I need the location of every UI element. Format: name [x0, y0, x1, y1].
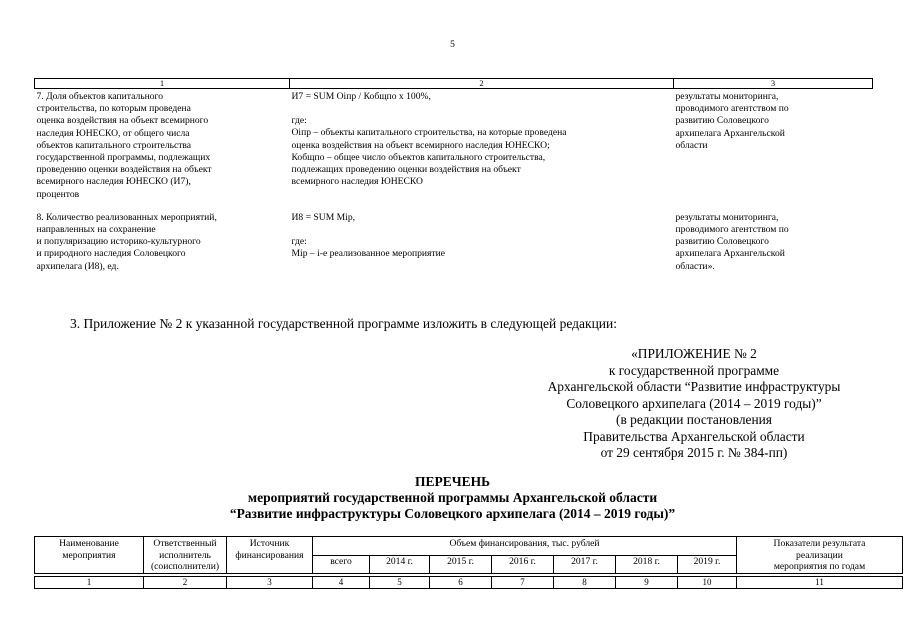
text-line: Кобщпо – общее число объектов капитального строительства, — [291, 151, 546, 163]
formula: И8 = SUM Мір, — [291, 211, 356, 223]
appendix-line: Архангельской области “Развитие инфраструктуры — [547, 379, 841, 394]
text-line: оценка воздействия на объект всемирного наследия ЮНЕСКО; — [291, 139, 550, 151]
funding-2014: 2014 г. — [370, 555, 430, 573]
indicators-table — [34, 78, 873, 273]
text-line: всемирного наследия ЮНЕСКО (И7), — [36, 176, 191, 188]
text-line: наследия ЮНЕСКО, от общего числа — [36, 127, 190, 139]
header-line: Показатели результата — [773, 538, 866, 549]
text-line: области». — [675, 260, 715, 272]
column-numbers-row — [35, 576, 903, 588]
col-number: 4 — [313, 576, 370, 588]
where-label: где: — [291, 115, 307, 127]
text-line: процентов — [36, 188, 80, 200]
funding-2019: 2019 г. — [678, 555, 737, 573]
col-number: 6 — [430, 576, 492, 588]
indicator-formula — [290, 210, 674, 273]
header-line: (соисполнители) — [150, 561, 220, 572]
header-results — [737, 537, 903, 574]
appendix-heading — [500, 346, 888, 462]
text-line: развитию Соловецкого — [675, 115, 769, 127]
title-line: “Развитие инфраструктуры Соловецкого архипелага (2014 – 2019 годы)” — [229, 506, 676, 521]
header-col-3: 3 — [674, 79, 873, 89]
appendix-line: Правительства Архангельской области — [583, 428, 805, 444]
funding-total: всего — [313, 555, 370, 573]
indicator-formula — [290, 89, 674, 210]
header-line: Источник — [249, 538, 290, 549]
col-number: 8 — [554, 576, 616, 588]
paragraph-3: 3. Приложение № 2 к указанной государственной программе изложить в следующей редакции: — [70, 316, 617, 331]
funding-2015: 2015 г. — [430, 555, 492, 573]
header-line: мероприятия — [62, 549, 116, 561]
indicator-row-7 — [35, 89, 873, 210]
funding-2018: 2018 г. — [616, 555, 678, 573]
col-number: 7 — [492, 576, 554, 588]
text-line: проводимого агентством по — [675, 103, 789, 115]
header-col-2: 2 — [290, 79, 674, 89]
indicators-header-row — [35, 79, 873, 89]
header-line: исполнитель — [159, 549, 211, 561]
appendix-line: к государственной программе — [608, 362, 780, 378]
text-line: результаты мониторинга, — [675, 211, 779, 223]
text-line: подлежащих проведению оценки воздействия на объект — [291, 164, 521, 176]
col-number: 9 — [616, 576, 678, 588]
text-line: архипелага Архангельской — [675, 248, 785, 260]
appendix-line: от 29 сентября 2015 г. № 384-пп) — [600, 445, 788, 460]
col-number: 5 — [370, 576, 430, 588]
indicator-source — [674, 89, 873, 210]
text-line: оценка воздействия на объект всемирного — [36, 115, 209, 127]
funding-2017: 2017 г. — [554, 555, 616, 573]
text-line: проведению оценки воздействия на объект — [36, 164, 212, 176]
text-line: развитию Соловецкого — [675, 236, 769, 248]
indicator-row-8 — [35, 210, 873, 273]
col-number: 1 — [35, 576, 144, 588]
header-line: мероприятия по годам — [773, 561, 866, 572]
header-col-1: 1 — [35, 79, 290, 89]
title-line: ПЕРЕЧЕНЬ — [414, 474, 491, 489]
col-number: 10 — [678, 576, 737, 588]
appendix-line: (в редакции постановления — [616, 412, 772, 427]
header-line: финансирования — [235, 549, 304, 561]
header-source — [227, 537, 313, 574]
title-line: мероприятий государственной программы Архангельской области — [247, 490, 658, 505]
formula: И7 = SUM Оіпр / Кобщпо x 100%, — [291, 91, 431, 102]
text-line: и популяризацию историко-культурного — [36, 236, 201, 248]
indicator-name — [35, 210, 290, 273]
header-line: Ответственный — [153, 538, 217, 549]
measures-header-row — [35, 537, 903, 556]
appendix-line: Соловецкого архипелага (2014 – 2019 годы)” — [566, 395, 822, 411]
measures-table — [34, 536, 903, 589]
text-line: объектов капитального строительства — [36, 139, 192, 151]
text-line: строительства, по которым проведена — [36, 103, 191, 115]
text-line: 8. Количество реализованных мероприятий, — [36, 211, 217, 223]
text-line: 7. Доля объектов капитального — [36, 91, 164, 102]
indicator-source — [674, 210, 873, 273]
col-number: 3 — [227, 576, 313, 588]
text-line: и природного наследия Соловецкого — [36, 248, 186, 260]
header-line: реализации — [796, 549, 843, 561]
text-line: архипелага (И8), ед. — [36, 260, 119, 272]
perechen-title — [0, 474, 905, 522]
header-responsible — [144, 537, 227, 574]
text-line: всемирного наследия ЮНЕСКО — [291, 176, 423, 188]
indicator-name — [35, 89, 290, 210]
text-line: Мір – і-е реализованное мероприятие — [291, 248, 446, 260]
spacer — [292, 224, 672, 236]
spacer — [292, 103, 672, 115]
page-number: 5 — [450, 40, 455, 50]
header-line: Наименование — [59, 538, 119, 549]
where-label: где: — [291, 236, 307, 248]
col-number: 11 — [737, 576, 903, 588]
header-name — [35, 537, 144, 574]
text-line: проводимого агентством по — [675, 224, 789, 236]
funding-2016: 2016 г. — [492, 555, 554, 573]
text-line: результаты мониторинга, — [675, 91, 779, 102]
text-line: области — [675, 139, 708, 151]
header-funding: Объем финансирования, тыс. рублей — [313, 537, 737, 556]
col-number: 2 — [144, 576, 227, 588]
text-line: Оіпр – объекты капитального строительства, на которые проведена — [291, 127, 567, 139]
text-line: направленных на сохранение — [36, 224, 156, 236]
appendix-line: «ПРИЛОЖЕНИЕ № 2 — [631, 346, 757, 361]
text-line: архипелага Архангельской — [675, 127, 785, 139]
text-line: государственной программы, подлежащих — [36, 152, 211, 164]
